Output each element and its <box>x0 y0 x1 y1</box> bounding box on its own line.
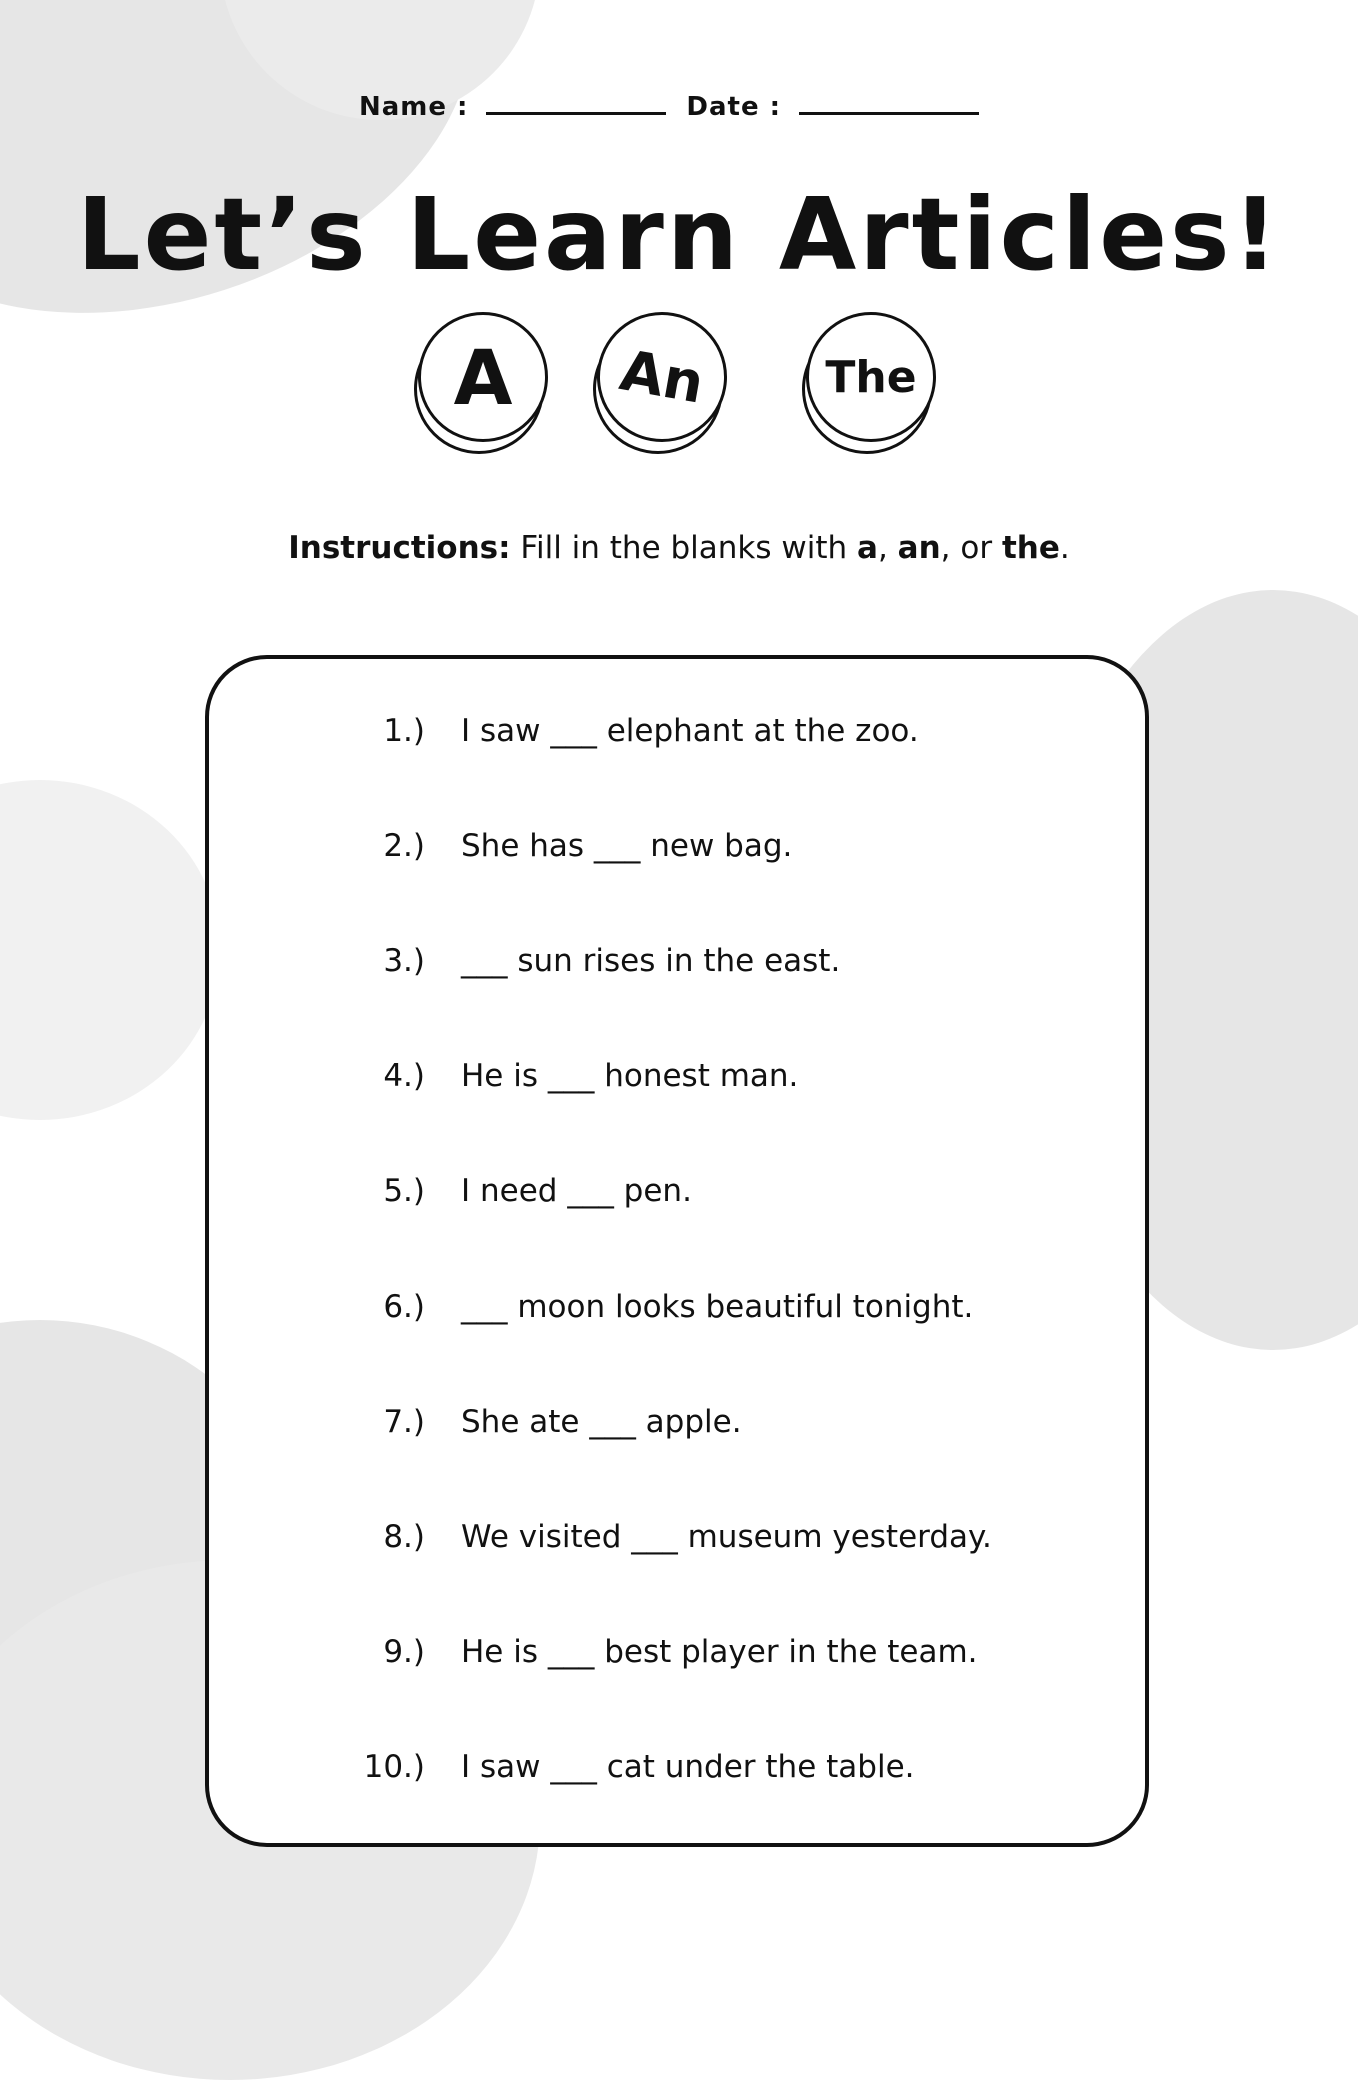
question-row <box>209 941 1145 981</box>
question-text[interactable]: He is ___ honest man. <box>461 1058 799 1094</box>
question-number: 8.) <box>383 1519 425 1555</box>
question-number: 9.) <box>383 1634 425 1670</box>
badge-an-label: An <box>587 302 738 453</box>
article-a: a <box>857 530 878 566</box>
separator: , or <box>940 530 1002 566</box>
question-row <box>209 826 1145 866</box>
question-number: 4.) <box>383 1058 425 1094</box>
badge-the-label: The <box>806 312 936 442</box>
badge-a-label: A <box>418 312 548 442</box>
article-the: the <box>1001 530 1060 566</box>
questions-box <box>205 655 1149 1847</box>
question-text[interactable]: ___ sun rises in the east. <box>461 943 841 979</box>
question-number: 7.) <box>383 1404 425 1440</box>
instructions-label: Instructions: <box>288 530 511 566</box>
question-text[interactable]: ___ moon looks beautiful tonight. <box>461 1289 974 1325</box>
name-label: Name : <box>358 92 469 122</box>
question-row <box>209 1747 1145 1787</box>
background-brush-shape <box>0 780 220 1120</box>
article-an: an <box>897 530 941 566</box>
question-number: 1.) <box>383 713 425 749</box>
separator: , <box>877 530 898 566</box>
question-text[interactable]: I saw ___ elephant at the zoo. <box>461 713 919 749</box>
badge-an <box>593 312 721 440</box>
period: . <box>1059 530 1070 566</box>
question-text[interactable]: She has ___ new bag. <box>461 828 793 864</box>
question-text[interactable]: He is ___ best player in the team. <box>461 1634 978 1670</box>
question-text[interactable]: She ate ___ apple. <box>461 1404 742 1440</box>
question-number: 10.) <box>363 1749 425 1785</box>
badge-a <box>414 312 542 440</box>
question-number: 3.) <box>383 943 425 979</box>
instructions <box>0 530 1358 566</box>
question-row <box>209 711 1145 751</box>
question-row <box>209 1287 1145 1327</box>
page-title: Let’s Learn Articles! <box>76 176 1282 293</box>
name-date-header <box>0 90 1358 122</box>
question-row <box>209 1056 1145 1096</box>
question-row <box>209 1402 1145 1442</box>
question-text[interactable]: I need ___ pen. <box>461 1173 692 1209</box>
question-row <box>209 1517 1145 1557</box>
question-number: 2.) <box>383 828 425 864</box>
question-text[interactable]: I saw ___ cat under the table. <box>461 1749 915 1785</box>
instructions-text: Fill in the blanks with <box>520 530 858 566</box>
badge-the <box>802 312 930 440</box>
date-blank[interactable] <box>799 90 979 115</box>
date-label: Date : <box>686 92 782 122</box>
name-blank[interactable] <box>486 90 666 115</box>
question-row <box>209 1171 1145 1211</box>
question-number: 6.) <box>383 1289 425 1325</box>
question-text[interactable]: We visited ___ museum yesterday. <box>461 1519 992 1555</box>
question-row <box>209 1632 1145 1672</box>
question-number: 5.) <box>383 1173 425 1209</box>
